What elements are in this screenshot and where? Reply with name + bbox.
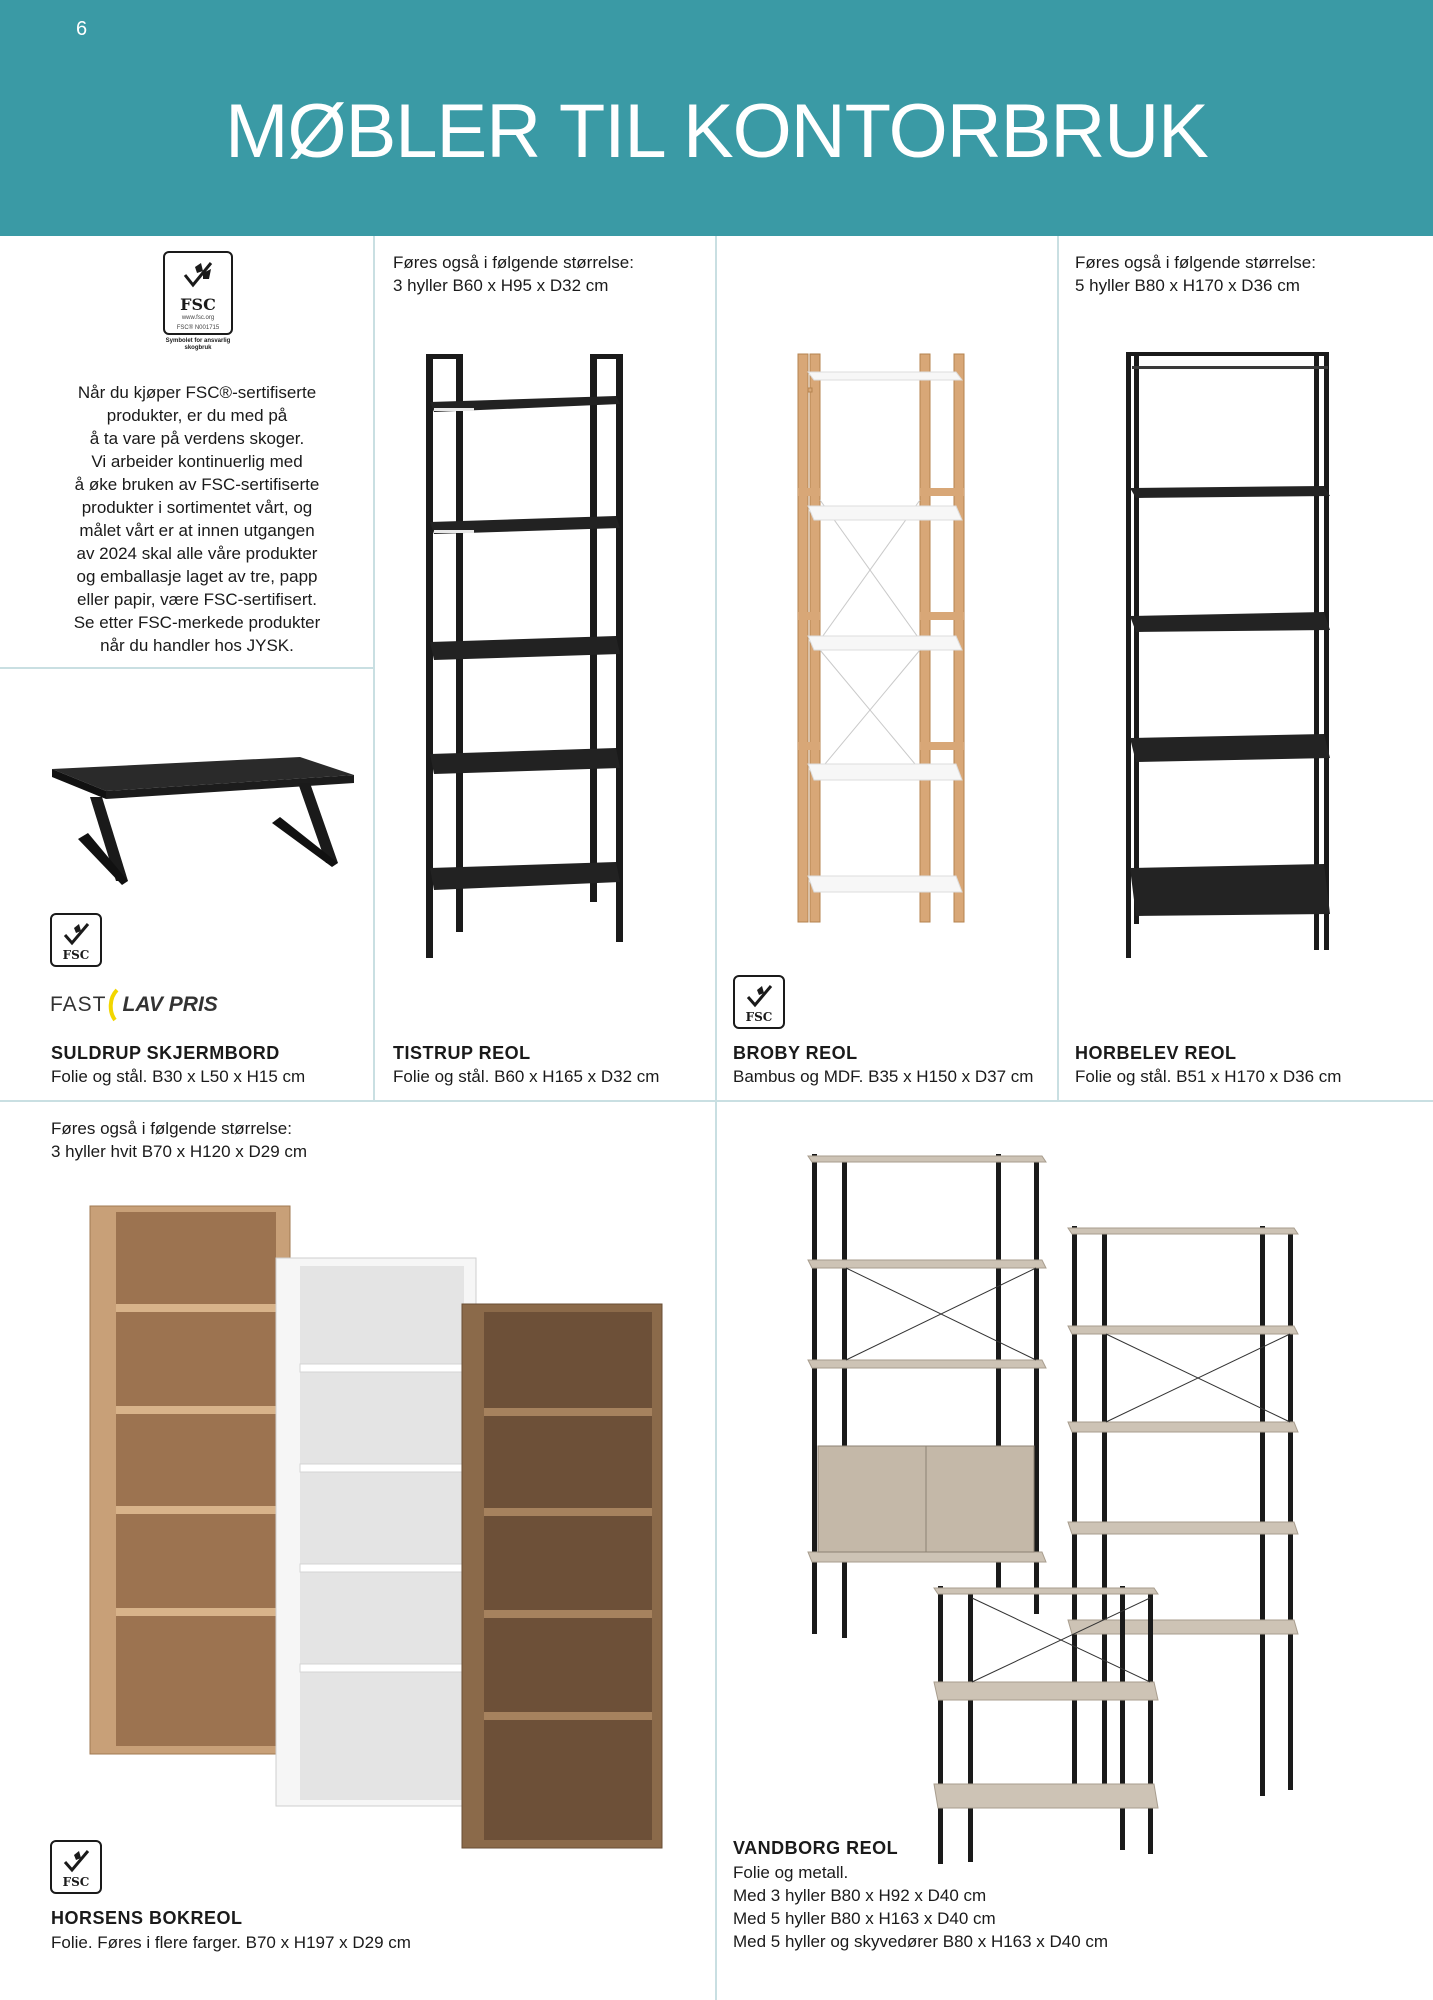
- fsc-caption: Symbolet for ansvarlig skogbruk: [165, 338, 231, 351]
- fsc-line: produkter i sortimentet vårt, og: [81, 498, 313, 517]
- fsc-line: Se etter FSC-merkede produkter: [73, 613, 321, 632]
- horsens-note-line: 3 hyller hvit B70 x H120 x D29 cm: [51, 1142, 308, 1161]
- fsc-line: produkter, er du med på: [106, 406, 288, 425]
- fsc-url: www.fsc.org: [181, 315, 215, 321]
- divider-h1: [0, 667, 373, 669]
- fsc-code: FSC® N001715: [176, 325, 220, 331]
- tistrup-product-image: [420, 350, 670, 960]
- fsc-tree-icon: [181, 259, 217, 291]
- vandborg-desc-line: Med 5 hyller og skyvedører B80 x H163 x D40 cm: [733, 1932, 1109, 1951]
- fsc-line: av 2024 skal alle våre produkter: [76, 544, 318, 563]
- fsc-line: Når du kjøper FSC®-sertifiserte: [77, 383, 317, 402]
- tistrup-name: TISTRUP REOL: [393, 1043, 531, 1063]
- vandborg-desc-line: Med 3 hyller B80 x H92 x D40 cm: [733, 1886, 987, 1905]
- tistrup-note-line: Føres også i følgende størrelse:: [393, 253, 634, 272]
- lav-pris-label: LAV PRIS: [122, 993, 218, 1016]
- horsens-product-image: [86, 1200, 666, 1850]
- fsc-line: og emballasje laget av tre, papp: [76, 567, 318, 586]
- fsc-tree-icon: [62, 921, 92, 949]
- fsc-line: å ta vare på verdens skoger.: [89, 429, 305, 448]
- horbelev-name: HORBELEV REOL: [1075, 1043, 1237, 1063]
- horbelev-desc: Folie og stål. B51 x H170 x D36 cm: [1075, 1067, 1342, 1086]
- divider-v1: [373, 236, 375, 1100]
- vandborg-name: VANDBORG REOL: [733, 1838, 899, 1858]
- broby-product-image: [790, 350, 980, 926]
- fsc-line: målet vårt er at innen utgangen: [79, 521, 315, 540]
- horbelev-product-image: [1120, 348, 1340, 960]
- fsc-tree-icon: [62, 1848, 92, 1876]
- horsens-note-line: Føres også i følgende størrelse:: [51, 1119, 292, 1138]
- horsens-fsc-badge: [50, 1840, 102, 1894]
- fast-label: FAST: [50, 993, 107, 1016]
- fast-lav-pris-logo: [50, 988, 218, 1022]
- fsc-badge-label: FSC: [62, 948, 90, 962]
- vandborg-desc-line: Med 5 hyller B80 x H163 x D40 cm: [733, 1909, 996, 1928]
- fsc-line: når du handler hos JYSK.: [100, 636, 294, 655]
- horbelev-note-line: 5 hyller B80 x H170 x D36 cm: [1075, 276, 1300, 295]
- tistrup-desc: Folie og stål. B60 x H165 x D32 cm: [393, 1067, 660, 1086]
- suldrup-fsc-badge: [50, 913, 102, 967]
- page-number: 6: [76, 18, 88, 40]
- fsc-tree-icon: [745, 983, 775, 1011]
- tistrup-note: [393, 251, 634, 297]
- suldrup-desc: Folie og stål. B30 x L50 x H15 cm: [51, 1067, 306, 1086]
- vandborg-desc: [733, 1861, 1108, 1953]
- horbelev-note-line: Føres også i følgende størrelse:: [1075, 253, 1316, 272]
- fsc-logo: [163, 251, 233, 335]
- suldrup-name: SULDRUP SKJERMBORD: [51, 1043, 280, 1063]
- divider-h2: [0, 1100, 1433, 1102]
- fsc-line: Vi arbeider kontinuerlig med: [91, 452, 303, 471]
- fsc-logo-label: FSC: [180, 295, 216, 314]
- tistrup-note-line: 3 hyller B60 x H95 x D32 cm: [393, 276, 609, 295]
- vandborg-product-image: [800, 1148, 1320, 1868]
- horsens-note: [51, 1117, 307, 1163]
- vandborg-desc-line: Folie og metall.: [733, 1863, 849, 1882]
- broby-fsc-badge: [733, 975, 785, 1029]
- divider-v3: [1057, 236, 1059, 1100]
- header-banner: [0, 0, 1433, 236]
- broby-desc: Bambus og MDF. B35 x H150 x D37 cm: [733, 1067, 1034, 1086]
- divider-v2: [715, 236, 717, 2000]
- horsens-desc: Folie. Føres i flere farger. B70 x H197 x D29 cm: [51, 1933, 411, 1952]
- horbelev-note: [1075, 251, 1316, 297]
- fsc-badge-label: FSC: [745, 1010, 773, 1024]
- fsc-info-text: [70, 381, 324, 657]
- yellow-swoosh-icon: [107, 988, 119, 1022]
- broby-name: BROBY REOL: [733, 1043, 858, 1063]
- horsens-name: HORSENS BOKREOL: [51, 1908, 243, 1928]
- page-title: MØBLER TIL KONTORBRUK: [225, 89, 1208, 174]
- fsc-badge-label: FSC: [62, 1875, 90, 1889]
- fsc-line: å øke bruken av FSC-sertifiserte: [74, 475, 320, 494]
- fsc-line: eller papir, være FSC-sertifisert.: [77, 590, 317, 609]
- suldrup-product-image: [48, 745, 360, 890]
